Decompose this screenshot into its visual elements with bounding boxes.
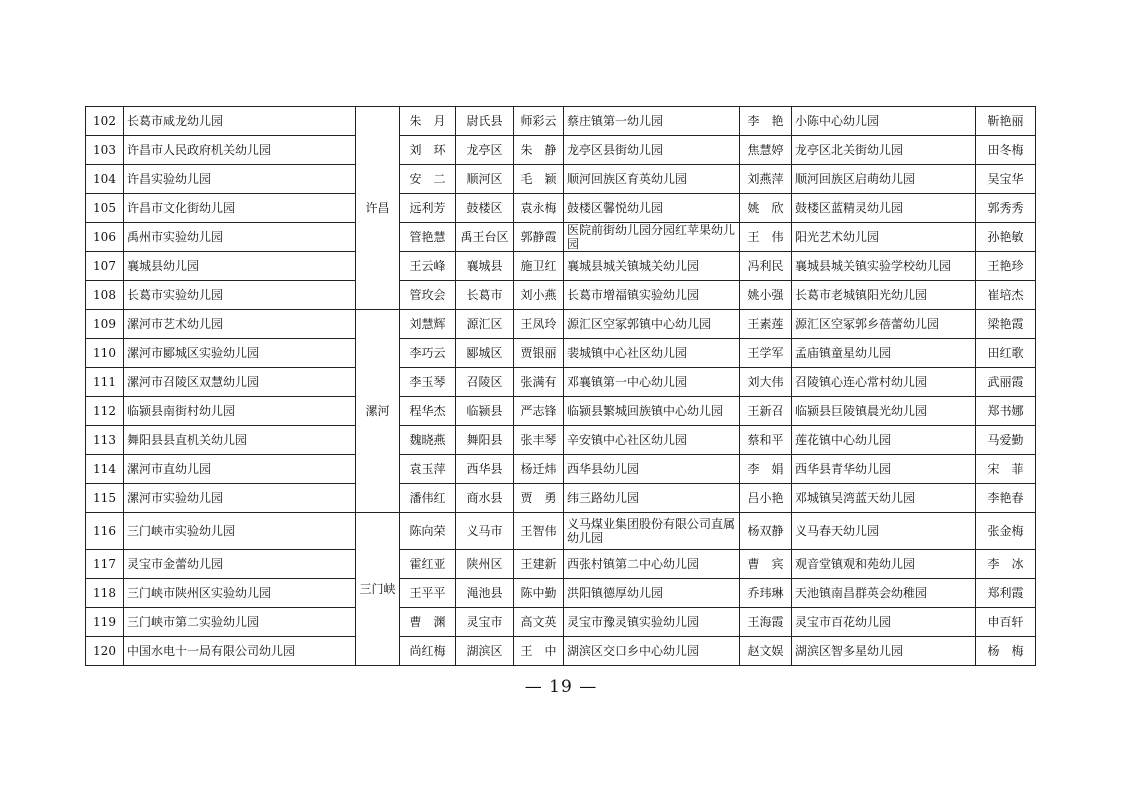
row-number: 103 [86,136,124,165]
teacher-name: 朱 月 [400,107,456,136]
district-name: 长葛市 [456,281,514,310]
row-number: 115 [86,484,124,513]
table-row [86,484,1036,513]
row-number: 110 [86,339,124,368]
row-number: 116 [86,513,124,550]
director-name: 田冬梅 [976,136,1036,165]
partner-kindergarten: 义马煤业集团股份有限公司直属幼儿园 [564,513,740,550]
director-name: 马爱勤 [976,426,1036,455]
paired-kindergarten: 临颍县巨陵镇晨光幼儿园 [792,397,976,426]
partner-teacher: 王建新 [514,550,564,579]
table-row [86,637,1036,666]
teacher-name: 李玉琴 [400,368,456,397]
contact-teacher: 王新召 [740,397,792,426]
city-cell: 三门峡 [356,513,400,666]
teacher-name: 刘 环 [400,136,456,165]
teacher-name: 尚红梅 [400,637,456,666]
director-name: 郑书娜 [976,397,1036,426]
district-name: 陕州区 [456,550,514,579]
row-number: 120 [86,637,124,666]
row-number: 108 [86,281,124,310]
district-name: 鼓楼区 [456,194,514,223]
table-row [86,608,1036,637]
kindergarten-name: 许昌实验幼儿园 [124,165,356,194]
paired-kindergarten: 长葛市老城镇阳光幼儿园 [792,281,976,310]
city-cell: 漯河 [356,310,400,513]
kindergarten-name: 襄城县幼儿园 [124,252,356,281]
teacher-name: 袁玉萍 [400,455,456,484]
kindergarten-name: 漯河市实验幼儿园 [124,484,356,513]
contact-teacher: 李 艳 [740,107,792,136]
contact-teacher: 李 娟 [740,455,792,484]
kindergarten-name: 三门峡市实验幼儿园 [124,513,356,550]
director-name: 吴宝华 [976,165,1036,194]
row-number: 111 [86,368,124,397]
kindergarten-name: 漯河市直幼儿园 [124,455,356,484]
paired-kindergarten: 小陈中心幼儿园 [792,107,976,136]
kindergarten-name: 漯河市艺术幼儿园 [124,310,356,339]
district-name: 龙亭区 [456,136,514,165]
partner-teacher: 师彩云 [514,107,564,136]
partner-kindergarten: 纬三路幼儿园 [564,484,740,513]
director-name: 梁艳霞 [976,310,1036,339]
table-body [86,107,1036,666]
partner-kindergarten: 龙亭区县街幼儿园 [564,136,740,165]
director-name: 孙艳敏 [976,223,1036,252]
kindergarten-name: 许昌市人民政府机关幼儿园 [124,136,356,165]
contact-teacher: 姚小强 [740,281,792,310]
partner-teacher: 陈中勤 [514,579,564,608]
kindergarten-name: 许昌市文化街幼儿园 [124,194,356,223]
paired-kindergarten: 鼓楼区蓝精灵幼儿园 [792,194,976,223]
teacher-name: 王云峰 [400,252,456,281]
kindergarten-name: 中国水电十一局有限公司幼儿园 [124,637,356,666]
kindergarten-pairing-table [85,106,1036,666]
table-row [86,194,1036,223]
partner-teacher: 刘小燕 [514,281,564,310]
district-name: 义马市 [456,513,514,550]
table-row [86,165,1036,194]
director-name: 崔培杰 [976,281,1036,310]
teacher-name: 李巧云 [400,339,456,368]
contact-teacher: 王 伟 [740,223,792,252]
district-name: 渑池县 [456,579,514,608]
teacher-name: 管艳慧 [400,223,456,252]
city-cell: 许昌 [356,107,400,310]
row-number: 119 [86,608,124,637]
partner-teacher: 贾银丽 [514,339,564,368]
contact-teacher: 刘大伟 [740,368,792,397]
district-name: 临颍县 [456,397,514,426]
partner-kindergarten: 西张村镇第二中心幼儿园 [564,550,740,579]
table-row [86,455,1036,484]
district-name: 灵宝市 [456,608,514,637]
director-name: 郑利霞 [976,579,1036,608]
partner-kindergarten: 邓襄镇第一中心幼儿园 [564,368,740,397]
paired-kindergarten: 龙亭区北关街幼儿园 [792,136,976,165]
table-row [86,426,1036,455]
partner-kindergarten: 襄城县城关镇城关幼儿园 [564,252,740,281]
kindergarten-name: 三门峡市第二实验幼儿园 [124,608,356,637]
row-number: 117 [86,550,124,579]
director-name: 王艳珍 [976,252,1036,281]
contact-teacher: 刘燕萍 [740,165,792,194]
teacher-name: 霍红亚 [400,550,456,579]
partner-teacher: 高文英 [514,608,564,637]
row-number: 106 [86,223,124,252]
director-name: 申百轩 [976,608,1036,637]
director-name: 武丽霞 [976,368,1036,397]
director-name: 宋 菲 [976,455,1036,484]
paired-kindergarten: 召陵镇心连心常村幼儿园 [792,368,976,397]
partner-teacher: 杨迁炜 [514,455,564,484]
row-number: 102 [86,107,124,136]
district-name: 顺河区 [456,165,514,194]
contact-teacher: 焦慧婷 [740,136,792,165]
kindergarten-name: 长葛市咸龙幼儿园 [124,107,356,136]
district-name: 舞阳县 [456,426,514,455]
partner-kindergarten: 临颍县繁城回族镇中心幼儿园 [564,397,740,426]
contact-teacher: 王素莲 [740,310,792,339]
kindergarten-name: 舞阳县县直机关幼儿园 [124,426,356,455]
row-number: 105 [86,194,124,223]
paired-kindergarten: 天池镇南昌群英会幼稚园 [792,579,976,608]
district-name: 郾城区 [456,339,514,368]
kindergarten-name: 长葛市实验幼儿园 [124,281,356,310]
contact-teacher: 赵文娱 [740,637,792,666]
partner-kindergarten: 洪阳镇德厚幼儿园 [564,579,740,608]
kindergarten-name: 禹州市实验幼儿园 [124,223,356,252]
paired-kindergarten: 顺河回族区启萌幼儿园 [792,165,976,194]
district-name: 召陵区 [456,368,514,397]
table-row [86,339,1036,368]
partner-kindergarten: 鼓楼区馨悦幼儿园 [564,194,740,223]
partner-kindergarten: 辛安镇中心社区幼儿园 [564,426,740,455]
paired-kindergarten: 襄城县城关镇实验学校幼儿园 [792,252,976,281]
partner-teacher: 王智伟 [514,513,564,550]
partner-kindergarten: 灵宝市豫灵镇实验幼儿园 [564,608,740,637]
partner-teacher: 袁永梅 [514,194,564,223]
kindergarten-name: 漯河市郾城区实验幼儿园 [124,339,356,368]
row-number: 112 [86,397,124,426]
kindergarten-name: 临颍县南街村幼儿园 [124,397,356,426]
table-row [86,368,1036,397]
partner-teacher: 施卫红 [514,252,564,281]
table-row [86,550,1036,579]
district-name: 禹王台区 [456,223,514,252]
contact-teacher: 蔡和平 [740,426,792,455]
paired-kindergarten: 阳光艺术幼儿园 [792,223,976,252]
partner-kindergarten: 医院前街幼儿园分园红苹果幼儿园 [564,223,740,252]
partner-teacher: 严志锋 [514,397,564,426]
teacher-name: 魏晓燕 [400,426,456,455]
table-row [86,281,1036,310]
table-row [86,107,1036,136]
row-number: 113 [86,426,124,455]
teacher-name: 陈向荣 [400,513,456,550]
partner-teacher: 朱 静 [514,136,564,165]
table-row [86,136,1036,165]
table-row [86,310,1036,339]
partner-teacher: 张丰琴 [514,426,564,455]
district-name: 湖滨区 [456,637,514,666]
paired-kindergarten: 源汇区空冢郭乡蓓蕾幼儿园 [792,310,976,339]
contact-teacher: 曹 宾 [740,550,792,579]
director-name: 靳艳丽 [976,107,1036,136]
table-row [86,223,1036,252]
partner-teacher: 王凤玲 [514,310,564,339]
kindergarten-name: 漯河市召陵区双慧幼儿园 [124,368,356,397]
teacher-name: 远利芳 [400,194,456,223]
district-name: 源汇区 [456,310,514,339]
teacher-name: 曹 渊 [400,608,456,637]
contact-teacher: 吕小艳 [740,484,792,513]
paired-kindergarten: 莲花镇中心幼儿园 [792,426,976,455]
partner-teacher: 郭静霞 [514,223,564,252]
director-name: 李 冰 [976,550,1036,579]
teacher-name: 刘慧辉 [400,310,456,339]
contact-teacher: 姚 欣 [740,194,792,223]
paired-kindergarten: 湖滨区智多星幼儿园 [792,637,976,666]
director-name: 郭秀秀 [976,194,1036,223]
district-name: 襄城县 [456,252,514,281]
row-number: 107 [86,252,124,281]
director-name: 张金梅 [976,513,1036,550]
paired-kindergarten: 孟庙镇童星幼儿园 [792,339,976,368]
teacher-name: 程华杰 [400,397,456,426]
table-row [86,252,1036,281]
paired-kindergarten: 邓城镇吴湾蓝天幼儿园 [792,484,976,513]
director-name: 杨 梅 [976,637,1036,666]
partner-kindergarten: 蔡庄镇第一幼儿园 [564,107,740,136]
partner-kindergarten: 湖滨区交口乡中心幼儿园 [564,637,740,666]
teacher-name: 王平平 [400,579,456,608]
partner-teacher: 毛 颖 [514,165,564,194]
table-row [86,579,1036,608]
row-number: 109 [86,310,124,339]
contact-teacher: 冯利民 [740,252,792,281]
district-name: 商水县 [456,484,514,513]
partner-kindergarten: 西华县幼儿园 [564,455,740,484]
director-name: 田红歌 [976,339,1036,368]
partner-kindergarten: 裴城镇中心社区幼儿园 [564,339,740,368]
partner-teacher: 张满有 [514,368,564,397]
teacher-name: 潘伟红 [400,484,456,513]
partner-kindergarten: 源汇区空冢郭镇中心幼儿园 [564,310,740,339]
contact-teacher: 王海霞 [740,608,792,637]
table-row [86,513,1036,550]
kindergarten-name: 灵宝市金蕾幼儿园 [124,550,356,579]
district-name: 尉氏县 [456,107,514,136]
partner-teacher: 贾 勇 [514,484,564,513]
paired-kindergarten: 西华县青华幼儿园 [792,455,976,484]
teacher-name: 安 二 [400,165,456,194]
paired-kindergarten: 灵宝市百花幼儿园 [792,608,976,637]
teacher-name: 管玫会 [400,281,456,310]
paired-kindergarten: 观音堂镇观和苑幼儿园 [792,550,976,579]
contact-teacher: 杨双静 [740,513,792,550]
row-number: 104 [86,165,124,194]
paired-kindergarten: 义马春天幼儿园 [792,513,976,550]
director-name: 李艳春 [976,484,1036,513]
page-number: — 19 — [524,677,598,697]
kindergarten-name: 三门峡市陕州区实验幼儿园 [124,579,356,608]
partner-kindergarten: 顺河回族区育英幼儿园 [564,165,740,194]
contact-teacher: 乔玮琳 [740,579,792,608]
row-number: 118 [86,579,124,608]
table-row [86,397,1036,426]
partner-teacher: 王 中 [514,637,564,666]
partner-kindergarten: 长葛市增福镇实验幼儿园 [564,281,740,310]
row-number: 114 [86,455,124,484]
district-name: 西华县 [456,455,514,484]
contact-teacher: 王学军 [740,339,792,368]
